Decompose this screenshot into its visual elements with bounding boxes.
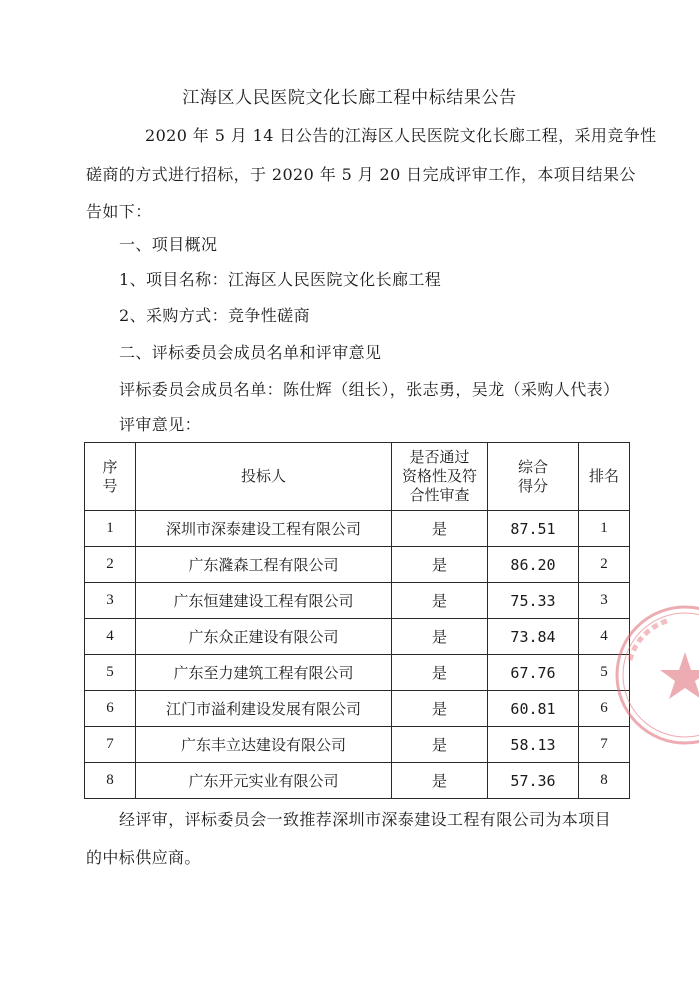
intro-line-2: 磋商的方式进行招标，于 2020 年 5 月 20 日完成评审工作，本项目结果公 [86,165,636,184]
section-1-heading: 一、项目概况 [119,235,218,254]
header-score-line-2: 得分 [517,476,548,495]
intro-line-1: 2020 年 5 月 14 日公告的江海区人民医院文化长廊工程，采用竞争性 [145,126,657,145]
cell-rank: 2 [579,547,630,583]
header-bidder-label: 投标人 [240,467,286,485]
cell-rank: 8 [579,763,630,799]
header-rank-label: 排名 [588,467,619,485]
cell-seq: 1 [85,511,136,547]
cell-seq: 4 [85,619,136,655]
header-qualified-line-1: 是否通过 [409,448,470,466]
table-row [85,511,630,547]
table-row [85,655,630,691]
results-table [84,442,630,799]
header-qualified [392,443,488,511]
header-seq [85,443,136,511]
header-bidder [136,443,392,511]
cell-score: 58.13 [488,727,579,763]
cell-bidder: 广东恒建建设工程有限公司 [136,583,392,619]
cell-score: 57.36 [488,763,579,799]
header-score [488,443,579,511]
header-seq-line-1: 序 [102,457,118,476]
cell-qualified: 是 [392,763,488,799]
cell-seq: 3 [85,583,136,619]
cell-bidder: 广东丰立达建设有限公司 [136,727,392,763]
cell-rank: 5 [579,655,630,691]
header-qualified-line-2: 资格性及符 [401,467,477,485]
cell-bidder: 广东至力建筑工程有限公司 [136,655,392,691]
cell-bidder: 广东漋森工程有限公司 [136,547,392,583]
cell-seq: 7 [85,727,136,763]
cell-seq: 2 [85,547,136,583]
cell-qualified: 是 [392,619,488,655]
cell-bidder: 广东众正建设有限公司 [136,619,392,655]
cell-score: 86.20 [488,547,579,583]
cell-rank: 4 [579,619,630,655]
cell-seq: 6 [85,691,136,727]
section-2-heading: 二、评标委员会成员名单和评审意见 [119,343,382,362]
cell-rank: 6 [579,691,630,727]
intro-line-3: 告如下： [86,202,152,221]
cell-rank: 7 [579,727,630,763]
conclusion-line-1: 经评审，评标委员会一致推荐深圳市深泰建设工程有限公司为本项目 [119,810,612,829]
cell-qualified: 是 [392,547,488,583]
cell-qualified: 是 [392,691,488,727]
cell-bidder: 广东开元实业有限公司 [136,763,392,799]
header-seq-line-2: 号 [102,476,118,495]
cell-qualified: 是 [392,727,488,763]
cell-score: 87.51 [488,511,579,547]
seal-star-icon [660,652,699,699]
table-row [85,691,630,727]
procurement-method: 2、采购方式：竞争性磋商 [119,306,310,325]
cell-seq: 5 [85,655,136,691]
project-name: 1、项目名称：江海区人民医院文化长廊工程 [119,270,442,289]
header-rank [579,443,630,511]
committee-members: 评标委员会成员名单：陈仕辉（组长），张志勇，吴龙（采购人代表） [119,380,620,399]
cell-score: 67.76 [488,655,579,691]
table-row [85,727,630,763]
table-row [85,547,630,583]
cell-bidder: 江门市溢利建设发展有限公司 [136,691,392,727]
cell-qualified: 是 [392,655,488,691]
table-header-row [85,443,630,511]
table-row [85,763,630,799]
cell-qualified: 是 [392,583,488,619]
cell-seq: 8 [85,763,136,799]
conclusion-line-2: 的中标供应商。 [86,848,201,867]
document-title: 江海区人民医院文化长廊工程中标结果公告 [182,88,517,108]
cell-score: 60.81 [488,691,579,727]
cell-bidder: 深圳市深泰建设工程有限公司 [136,511,392,547]
header-score-line-1: 综合 [517,457,548,476]
table-row [85,583,630,619]
official-seal [610,600,699,750]
cell-rank: 3 [579,583,630,619]
header-qualified-line-3: 合性审查 [409,486,470,504]
cell-qualified: 是 [392,511,488,547]
cell-score: 75.33 [488,583,579,619]
table-row [85,619,630,655]
cell-rank: 1 [579,511,630,547]
review-opinion-label: 评审意见： [119,415,202,434]
cell-score: 73.84 [488,619,579,655]
